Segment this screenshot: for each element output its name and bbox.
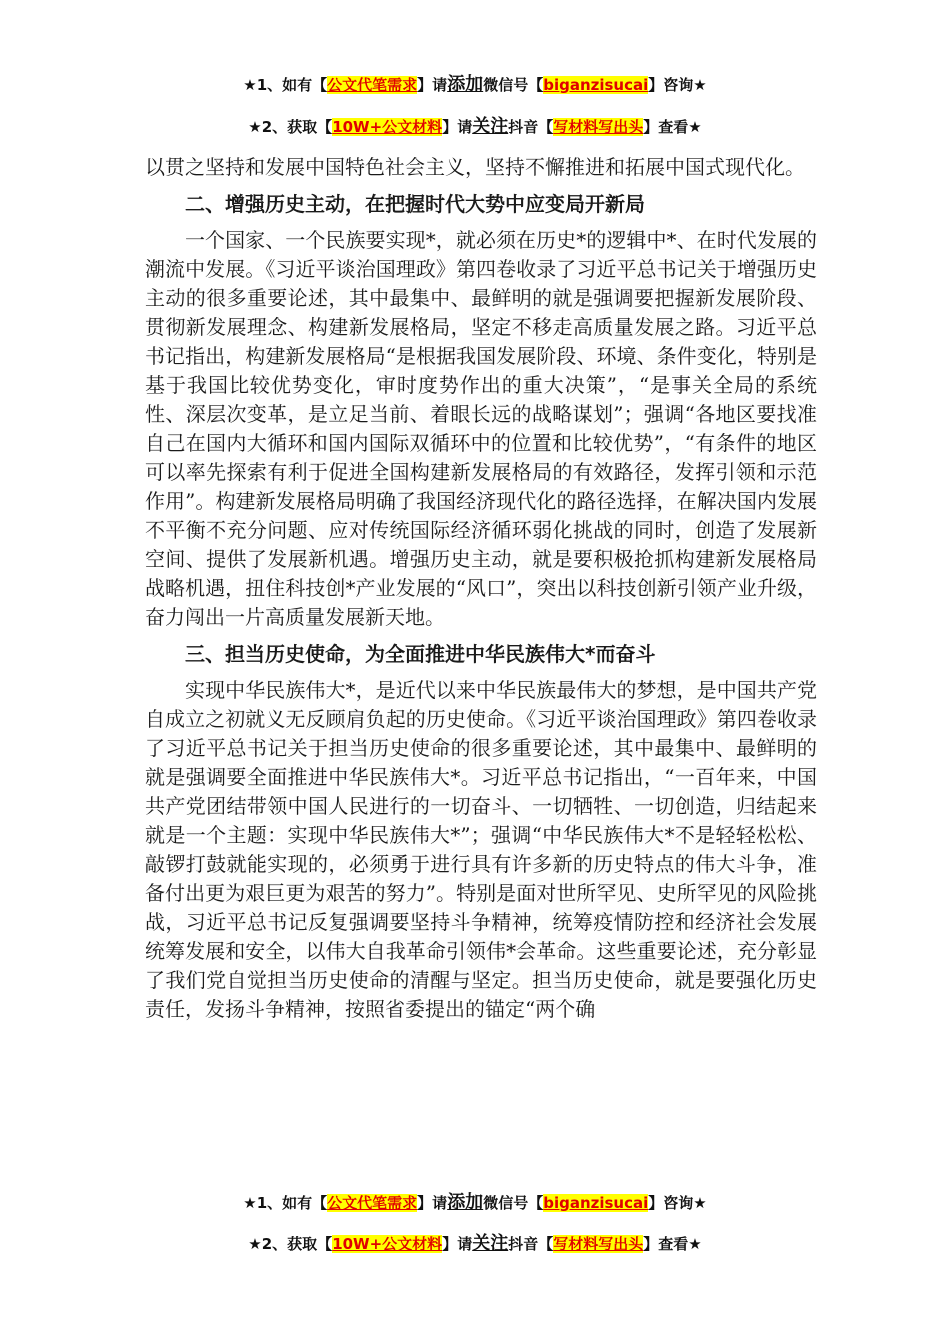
paragraph-section-2: 一个国家、一个民族要实现*，就必须在历史*的逻辑中*、在时代发展的潮流中发展。《习近平谈治国理政》第四卷收录了习近平总书记关于增强历史主动的很多重要论述，其中最集中、最鲜明的就是强调要把握新发展阶段、贯彻新发展理念、构建新发展格局，坚定不移走高质量发展之路。习近平总书记指出，构建新发展格局“是根据我国发展阶段、环境、条件变化，特别是基于我国比较优势变化，审时度势作出的重大决策”，“是事关全局的系统性、深层次变革，是立足当前、着眼长远的战略谋划”；强调“各地区要找准自己在国内大循环和国内国际双循环中的位置和比较优势”，“有条件的地区可以率先探索有利于促进全国构建新发展格局的有效路径，发挥引领和示范作用”。构建新发展格局明确了我国经济现代化的路径选择，在解决国内发展不平衡不充分问题、应对传统国际经济循环弱化挑战的同时，创造了发展新空间、提供了发展新机遇。增强历史主动，就是要积极抢抓构建新发展格局战略机遇，扭住科技创*产业发展的“风口”，突出以科技创新引领产业升级，奋力闯出一片高质量发展新天地。 <box>145 228 817 629</box>
highlight-service: 公文代笔需求 <box>327 76 418 94</box>
section-heading-3: 三、担当历史使命，为全面推进中华民族伟大*而奋斗 <box>185 642 656 666</box>
highlight-materials: 10W+公文材料 <box>332 118 443 136</box>
footer-banner-line2: ★2、获取【10W+公文材料】请关注抖音【写材料写出头】查看★ <box>248 1233 702 1254</box>
section-heading-2: 二、增强历史主动，在把握时代大势中应变局开新局 <box>185 192 645 216</box>
douyin-account: 写材料写出头 <box>553 1235 644 1253</box>
paragraph-continued: 以贯之坚持和发展中国特色社会主义，坚持不懈推进和拓展中国式现代化。 <box>145 155 805 179</box>
highlight-materials: 10W+公文材料 <box>332 1235 443 1253</box>
douyin-account: 写材料写出头 <box>553 118 644 136</box>
wechat-id: biganzisucai <box>543 76 649 94</box>
document-body <box>145 153 817 1024</box>
header-banner-line1: ★1、如有【公文代笔需求】请添加微信号【biganzisucai】咨询★ <box>243 74 707 95</box>
header-banner-line2: ★2、获取【10W+公文材料】请关注抖音【写材料写出头】查看★ <box>248 116 702 137</box>
footer-banner-line1: ★1、如有【公文代笔需求】请添加微信号【biganzisucai】咨询★ <box>243 1192 707 1213</box>
highlight-service: 公文代笔需求 <box>327 1194 418 1212</box>
wechat-id: biganzisucai <box>543 1194 649 1212</box>
paragraph-section-3: 实现中华民族伟大*，是近代以来中华民族最伟大的梦想，是中国共产党自成立之初就义无反顾肩负起的历史使命。《习近平谈治国理政》第四卷收录了习近平总书记关于担当历史使命的很多重要论述，其中最集中、最鲜明的就是强调要全面推进中华民族伟大*。习近平总书记指出，“一百年来，中国共产党团结带领中国人民进行的一切奋斗、一切牺牲、一切创造，归结起来就是一个主题：实现中华民族伟大*”；强调“中华民族伟大*不是轻轻松松、敲锣打鼓就能实现的，必须勇于进行具有许多新的历史特点的伟大斗争，准备付出更为艰巨更为艰苦的努力”。特别是面对世所罕见、史所罕见的风险挑战，习近平总书记反复强调要坚持斗争精神，统筹疫情防控和经济社会发展统筹发展和安全，以伟大自我革命引领伟*会革命。这些重要论述，充分彰显了我们党自觉担当历史使命的清醒与坚定。担当历史使命，就是要强化历史责任，发扬斗争精神，按照省委提出的锚定“两个确 <box>145 678 817 1021</box>
